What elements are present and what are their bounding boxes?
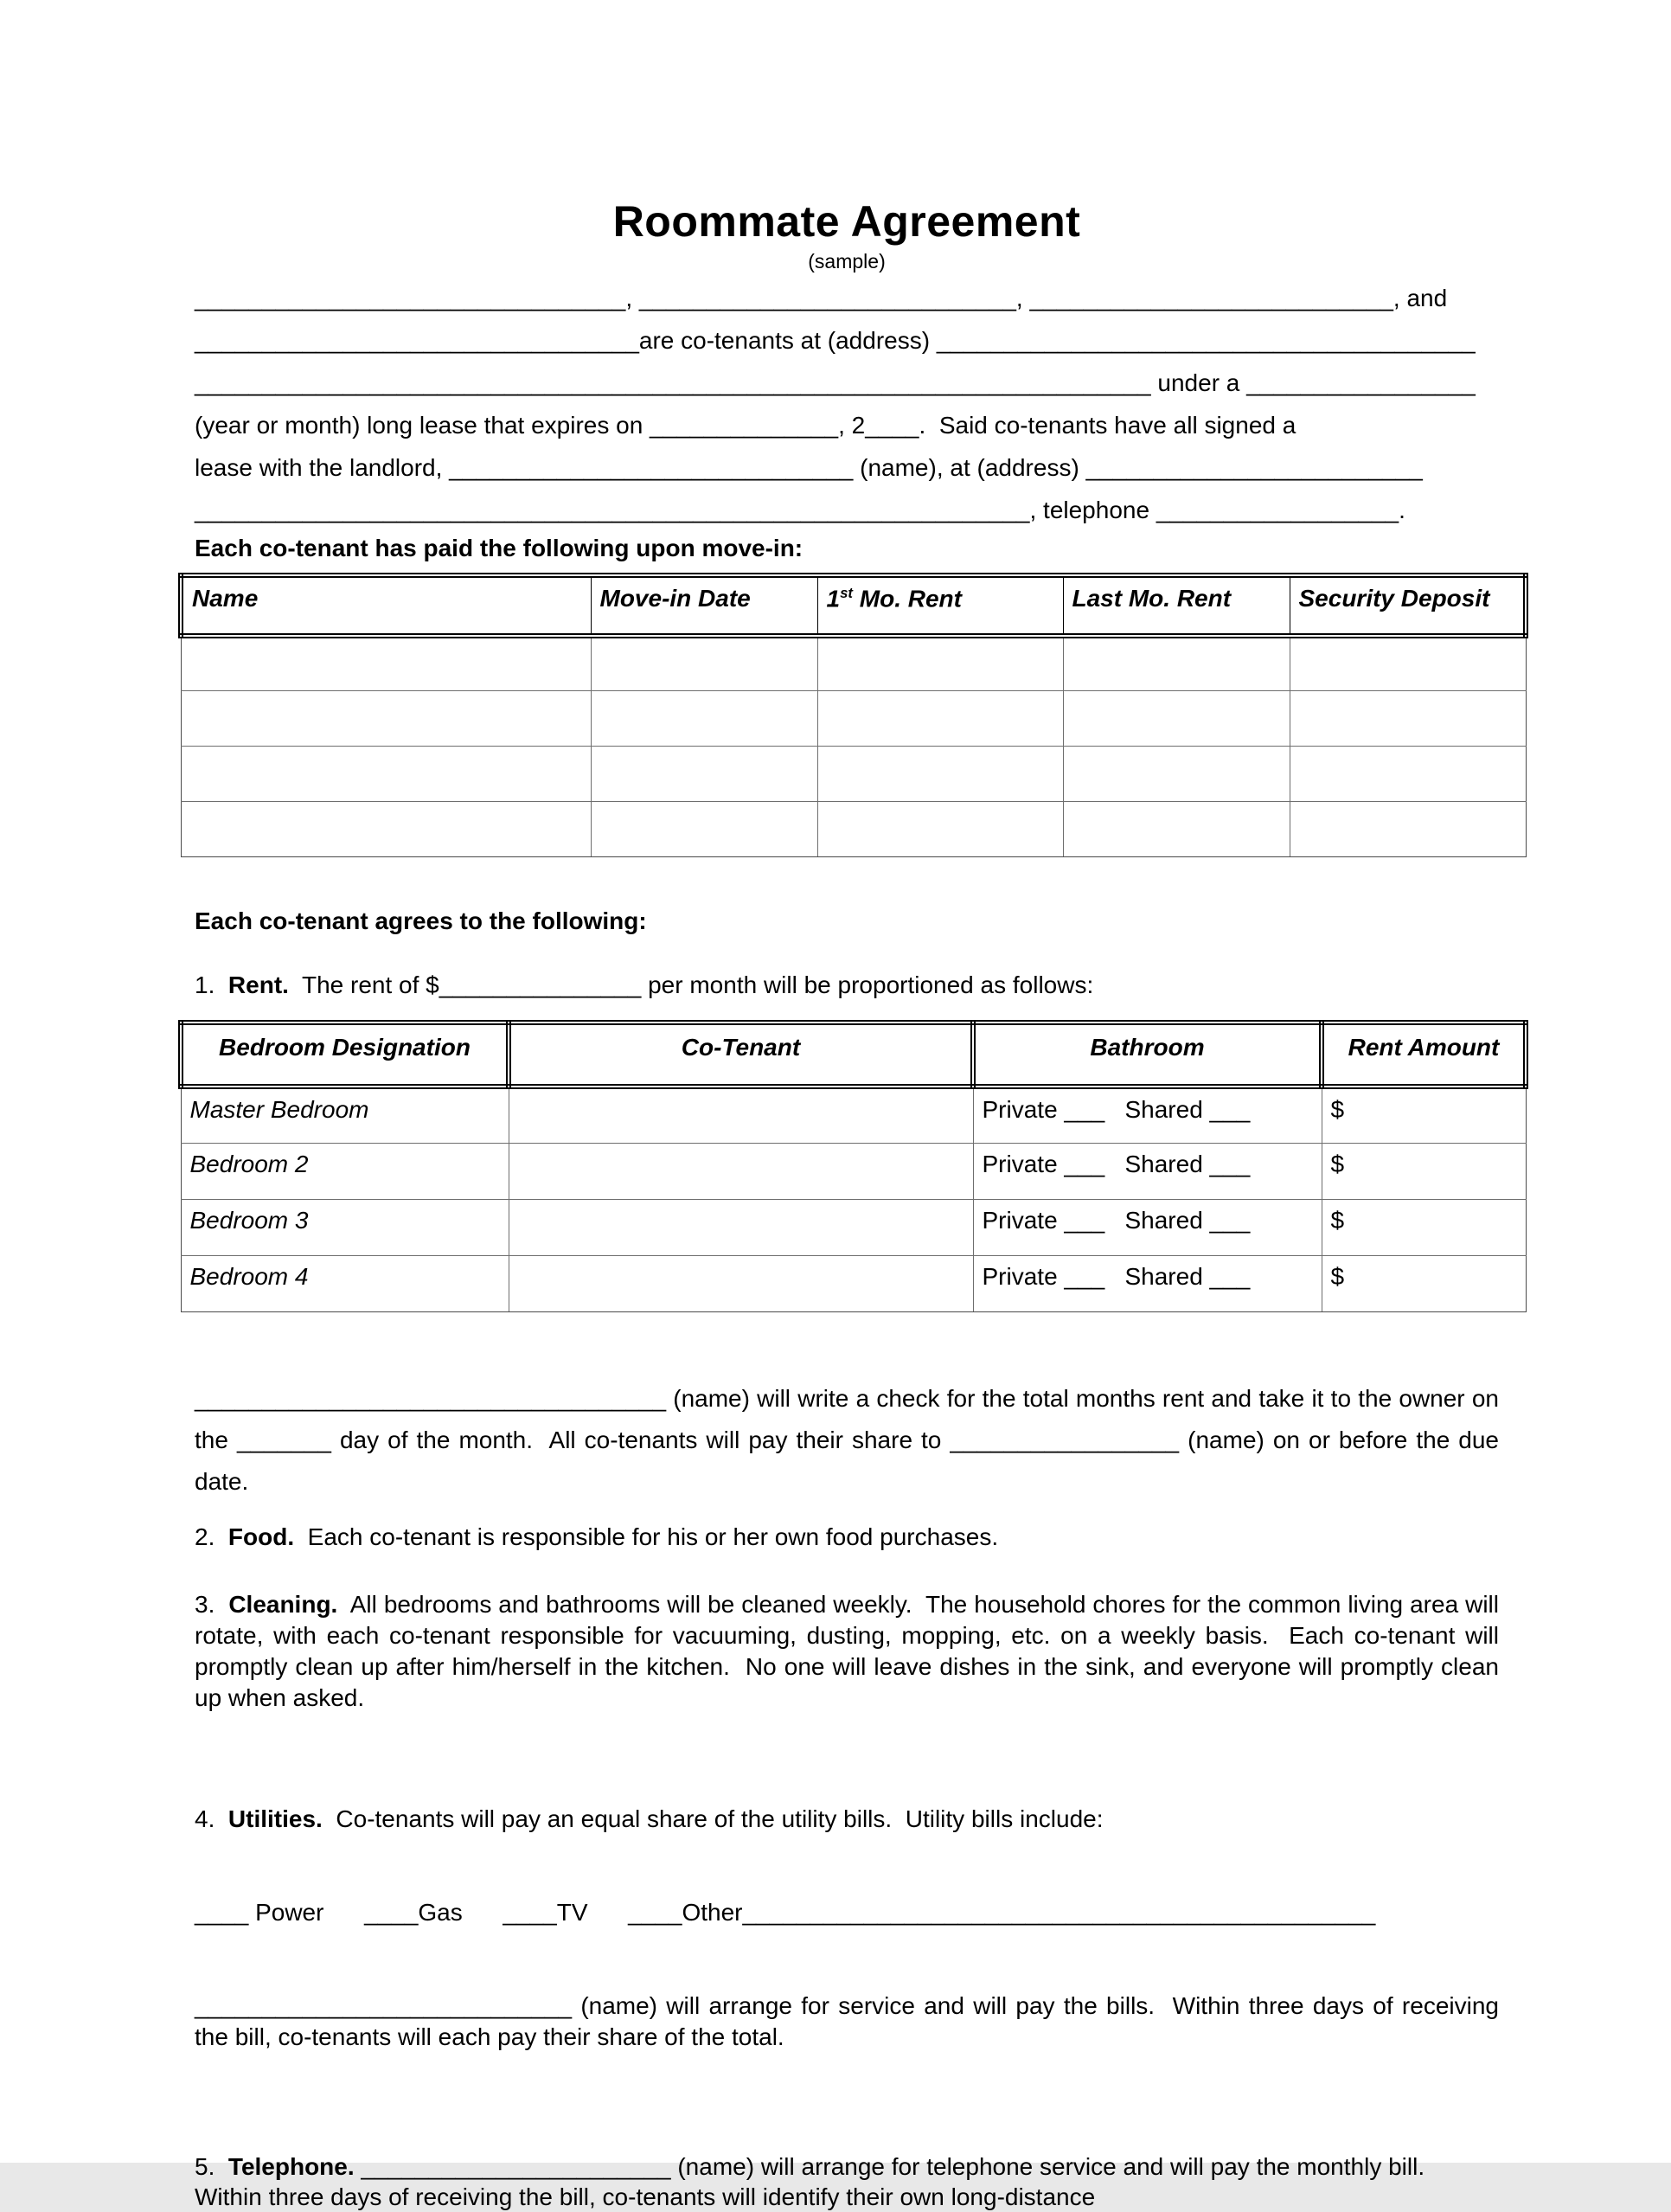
co-tenant-cell <box>509 1143 973 1199</box>
table-cell <box>181 636 591 691</box>
item-term: Telephone. <box>227 2152 355 2180</box>
page-title: Roommate Agreement <box>612 197 1081 246</box>
item-cleaning <box>178 1589 1523 1714</box>
item-utilities <box>178 1741 1523 2115</box>
move-in-table <box>178 573 1528 858</box>
item-telephone <box>178 2151 1523 2212</box>
co-tenant-cell <box>509 1087 973 1143</box>
rent-proportion-table <box>178 1020 1528 1312</box>
table-cell <box>181 691 591 747</box>
table-cell <box>1063 636 1290 691</box>
rent-amount-cell: $ <box>1322 1143 1526 1199</box>
table-cell <box>1290 636 1526 691</box>
agrees-heading: Each co-tenant agrees to the following: <box>195 907 647 934</box>
table-row <box>181 1143 1526 1199</box>
bathroom-cell: Private ___ Shared ___ <box>973 1143 1322 1199</box>
bedroom-cell: Bedroom 3 <box>181 1199 509 1255</box>
table-cell <box>591 802 817 857</box>
utilities-arrange-paragraph: ____________________________ (name) will arrange for service and will pay the bills. Within three days of receiving the bill, co-tenants will each pay their share of the total. <box>195 1991 1506 2050</box>
page-subtitle: (sample) <box>808 249 886 272</box>
table-cell <box>817 636 1063 691</box>
column-header-rent-amount: Rent Amount <box>1322 1023 1526 1087</box>
item-number: 5. <box>195 2152 215 2180</box>
table-cell <box>1290 747 1526 802</box>
rent-amount-cell: $ <box>1322 1199 1526 1255</box>
superscript-st: st <box>840 584 853 601</box>
co-tenant-cell <box>509 1199 973 1255</box>
table-row <box>181 691 1526 747</box>
column-header-co-tenant: Co-Tenant <box>509 1023 973 1087</box>
column-header-bedroom-designation: Bedroom Designation <box>181 1023 509 1087</box>
bedroom-cell: Master Bedroom <box>181 1087 509 1143</box>
item-text: Co-tenants will pay an equal share of the utility bills. Utility bills include: <box>322 1805 1104 1832</box>
column-header-last-mo-rent: Last Mo. Rent <box>1063 575 1290 636</box>
item-term: Cleaning. <box>228 1590 338 1618</box>
bedroom-cell: Bedroom 4 <box>181 1255 509 1311</box>
table-cell <box>1290 802 1526 857</box>
item-number: 1. <box>195 971 215 998</box>
co-tenant-cell <box>509 1255 973 1311</box>
intro-line-4: (year or month) long lease that expires on ______________, 2____. Said co-tenants have all signed a <box>195 411 1296 439</box>
bathroom-cell: Private ___ Shared ___ <box>973 1199 1322 1255</box>
table-cell <box>591 747 817 802</box>
utilities-options-line: ____ Power ____Gas ____TV ____Other_______________________________________________ <box>195 1898 1376 1926</box>
table-cell <box>591 691 817 747</box>
table-cell <box>817 747 1063 802</box>
move-in-heading: Each co-tenant has paid the following upon move-in: <box>195 534 803 561</box>
item-text: Each co-tenant is responsible for his or her own food purchases. <box>294 1523 999 1550</box>
table-row <box>181 1199 1526 1255</box>
item-term: Food. <box>227 1523 295 1550</box>
move-in-table-header-row <box>181 575 1526 636</box>
column-header-name: Name <box>181 575 591 636</box>
item-text: The rent of $_______________ per month will be proportioned as follows: <box>288 971 1094 998</box>
intro-line-6: ______________________________________________________________, telephone __________________. <box>195 496 1405 523</box>
table-cell <box>1063 747 1290 802</box>
table-cell <box>817 802 1063 857</box>
item-rent <box>178 970 1523 1001</box>
table-cell <box>181 747 591 802</box>
column-header-bathroom: Bathroom <box>973 1023 1322 1087</box>
table-row <box>181 1087 1526 1143</box>
table-cell <box>817 691 1063 747</box>
table-cell <box>181 802 591 857</box>
utilities-sentence <box>195 1804 1499 1835</box>
intro-line-2: _________________________________are co-tenants at (address) ________________________________________ <box>195 326 1476 354</box>
rent-table-header-row <box>181 1023 1526 1087</box>
table-row <box>181 636 1526 691</box>
item-number: 4. <box>195 1805 215 1832</box>
table-row <box>181 1255 1526 1311</box>
bathroom-cell: Private ___ Shared ___ <box>973 1087 1322 1143</box>
table-row <box>181 802 1526 857</box>
intro-section <box>178 277 1523 531</box>
table-cell <box>591 636 817 691</box>
intro-line-5: lease with the landlord, ______________________________ (name), at (address) _________________________ <box>195 453 1423 481</box>
item-term: Utilities. <box>227 1805 323 1832</box>
bathroom-cell: Private ___ Shared ___ <box>973 1255 1322 1311</box>
item-text: All bedrooms and bathrooms will be cleaned weekly. The household chores for the common living area will rotate, with each co-tenant responsible for vacuuming, dusting, mopping, etc. on a weekly basis. Each co-tenant will promptly clean up after him/herself in the kitchen. No one will leave dishes in the sink, and everyone will promptly clean up when asked. <box>195 1590 1506 1711</box>
item-term: Rent. <box>227 971 289 998</box>
column-header-security-deposit: Security Deposit <box>1290 575 1526 636</box>
document-content <box>178 0 1523 2212</box>
rent-amount-cell: $ <box>1322 1255 1526 1311</box>
table-cell <box>1290 691 1526 747</box>
intro-line-3: _______________________________________________________________________ under a _________________ <box>195 369 1476 396</box>
item-number: 3. <box>195 1590 215 1618</box>
table-row <box>181 747 1526 802</box>
bedroom-cell: Bedroom 2 <box>181 1143 509 1199</box>
item-food <box>178 1522 1523 1553</box>
item-text: _______________________ (name) will arrange for telephone service and will pay the monthly bill. Within three days of receiving the bill, co-tenants will identify their own long-distance <box>195 2152 1438 2210</box>
table-cell <box>1063 802 1290 857</box>
table-cell <box>1063 691 1290 747</box>
column-header-first-mo-rent: 1st Mo. Rent <box>817 575 1063 636</box>
rent-amount-cell: $ <box>1322 1087 1526 1143</box>
item-number: 2. <box>195 1523 215 1550</box>
rent-check-paragraph: ___________________________________ (name) will write a check for the total months rent and take it to the owner on the _______ day of the month. All co-tenants will pay their share to _________________ (name) on or before the due date. <box>195 1384 1506 1495</box>
column-header-move-in-date: Move-in Date <box>591 575 817 636</box>
intro-line-1: ________________________________, ____________________________, ___________________________, and <box>195 284 1448 311</box>
